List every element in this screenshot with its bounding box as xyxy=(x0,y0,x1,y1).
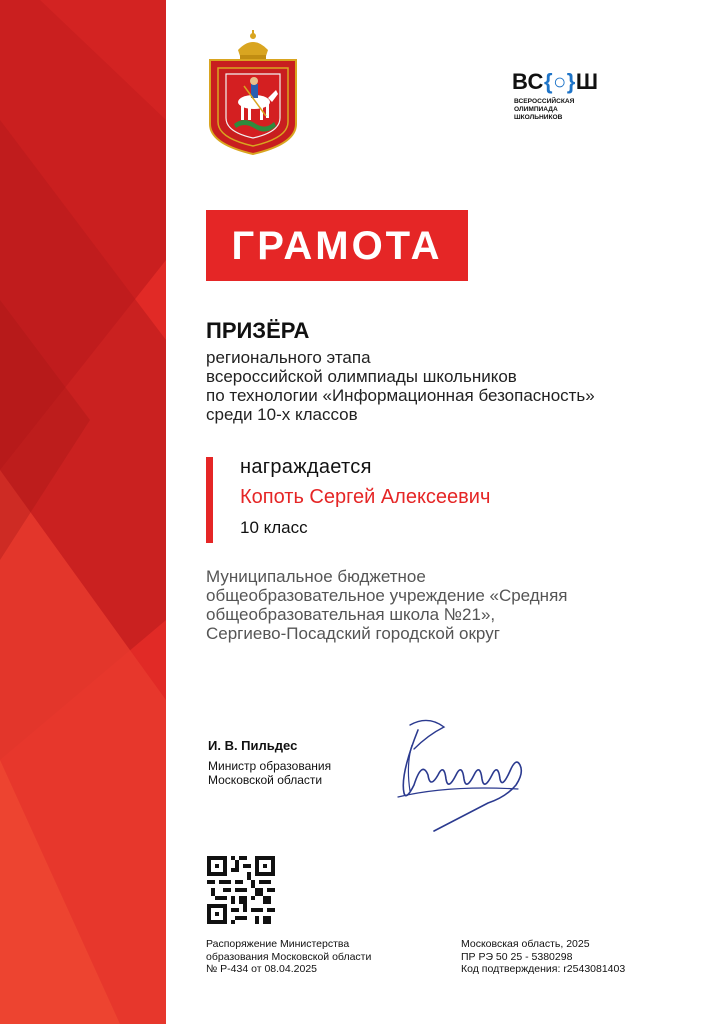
footer-right-line: Московская область, 2025 xyxy=(461,938,590,950)
signatory-position-line: Министр образования xyxy=(208,759,332,773)
certificate-title-banner xyxy=(206,210,468,281)
qr-code-icon[interactable] xyxy=(207,856,275,924)
school-line: Муниципальное бюджетное xyxy=(206,567,426,586)
handwritten-signature xyxy=(388,705,538,835)
vsosh-logo-right: Ш xyxy=(575,69,599,94)
description-line: среди 10-х классов xyxy=(206,405,358,424)
decorative-side-band xyxy=(0,0,166,1024)
school-line: общеобразовательное учреждение «Средняя xyxy=(206,586,568,605)
description-line: по технологии «Информационная безопасность» xyxy=(206,386,595,405)
footer-right-line: ПР РЭ 50 25 - 5380298 xyxy=(461,950,573,963)
awarded-label: награждается xyxy=(240,456,372,478)
award-rank: ПРИЗЁРА xyxy=(206,318,310,343)
footer-right-line: Код подтверждения: r2543081403 xyxy=(461,963,626,975)
moscow-region-coat-of-arms-icon xyxy=(204,28,302,156)
school-name xyxy=(206,567,686,643)
signatory-position-line: Московской области xyxy=(208,773,323,787)
vsosh-logo-subtitle: ВСЕРОССИЙСКАЯ ОЛИМПИАДА ШКОЛЬНИКОВ xyxy=(514,98,575,121)
accent-bar xyxy=(206,457,213,543)
description-line: всероссийской олимпиады школьников xyxy=(206,367,517,386)
award-description xyxy=(206,348,686,424)
recipient-grade: 10 класс xyxy=(240,518,308,537)
vsosh-logo-left: ВС xyxy=(512,69,544,94)
footer-left-line: № Р-434 от 08.04.2025 xyxy=(206,963,318,975)
school-line: общеобразовательная школа №21», xyxy=(206,605,496,624)
certificate-title: ГРАМОТА xyxy=(231,223,443,268)
vsosh-logo-wordmark xyxy=(512,70,598,94)
footer-left-line: образования Московской области xyxy=(206,950,372,963)
school-line: Сергиево-Посадский городской округ xyxy=(206,624,500,643)
vsosh-logo xyxy=(512,70,624,126)
footer-left-line: Распоряжение Министерства xyxy=(206,938,350,950)
signatory-position xyxy=(208,759,331,787)
recipient-name: Копоть Сергей Алексеевич xyxy=(240,486,491,508)
vsosh-logo-brace: {○} xyxy=(543,69,576,94)
description-line: регионального этапа xyxy=(206,348,371,367)
registration-info xyxy=(461,938,625,976)
signatory-name: И. В. Пильдес xyxy=(208,738,298,753)
ministry-order-reference xyxy=(206,938,371,976)
